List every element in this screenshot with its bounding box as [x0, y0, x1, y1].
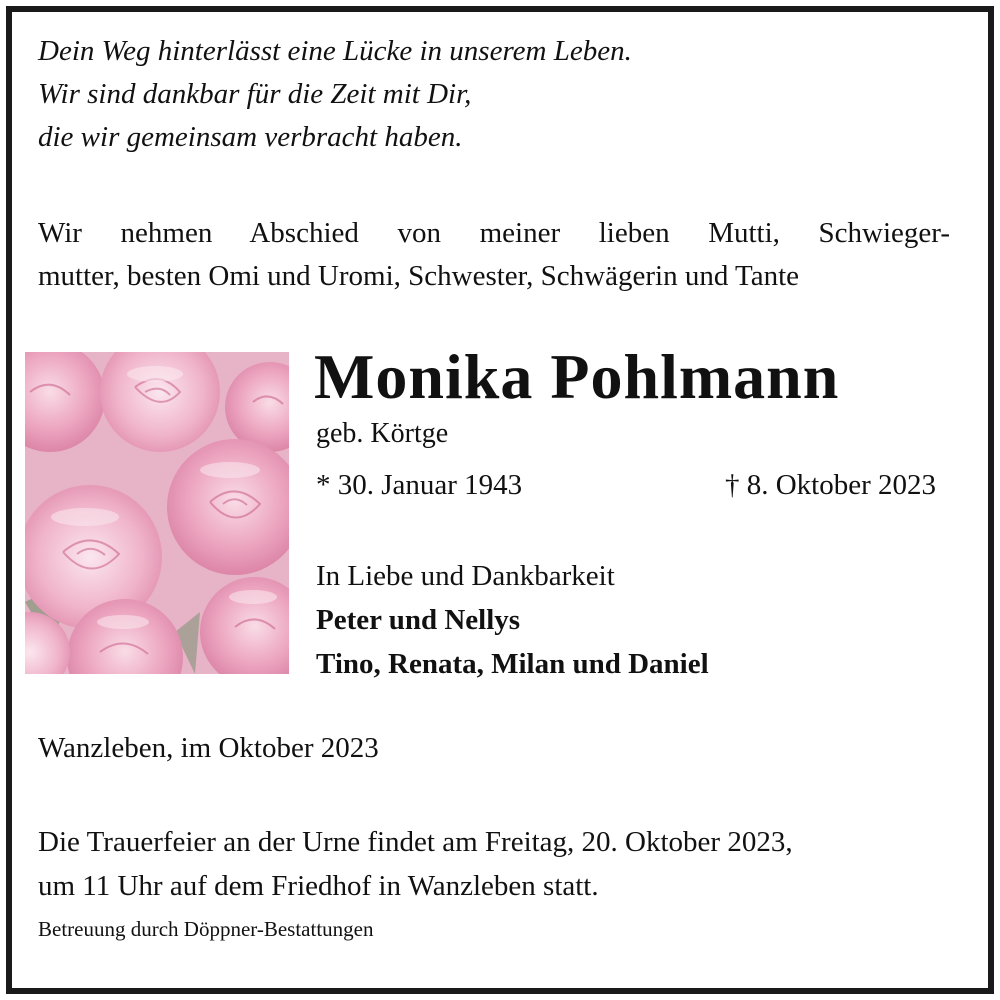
mourners-intro: In Liebe und Dankbarkeit [316, 560, 615, 592]
service-line: um 11 Uhr auf dem Friedhof in Wanzleben statt. [38, 870, 599, 902]
birth-date: * 30. Januar 1943 [316, 469, 523, 501]
farewell-intro [38, 212, 950, 298]
maiden-name: geb. Körtge [316, 418, 449, 449]
quote-line: die wir gemeinsam verbracht haben. [38, 121, 463, 153]
quote-line: Dein Weg hinterlässt eine Lücke in unserem Leben. [38, 35, 632, 67]
memorial-quote [38, 30, 632, 159]
funeral-service-info [38, 820, 954, 908]
place-and-date: Wanzleben, im Oktober 2023 [38, 732, 379, 764]
pink-roses-image [25, 352, 289, 674]
funeral-home-credit: Betreuung durch Döppner-Bestattungen [38, 917, 374, 941]
quote-line: Wir sind dankbar für die Zeit mit Dir, [38, 78, 472, 110]
mourner-line: Tino, Renata, Milan und Daniel [316, 648, 709, 680]
mourner-line: Peter und Nellys [316, 604, 521, 636]
service-line: Die Trauerfeier an der Urne findet am Freitag, 20. Oktober 2023, [38, 826, 793, 858]
intro-line: Wir nehmen Abschied von meiner lieben Mutti, Schwieger- [38, 217, 950, 249]
deceased-name: Monika Pohlmann [314, 341, 840, 412]
death-date: † 8. Oktober 2023 [724, 469, 936, 501]
intro-line: mutter, besten Omi und Uromi, Schwester, Schwägerin und Tante [38, 260, 800, 292]
mourners-block [316, 554, 709, 686]
